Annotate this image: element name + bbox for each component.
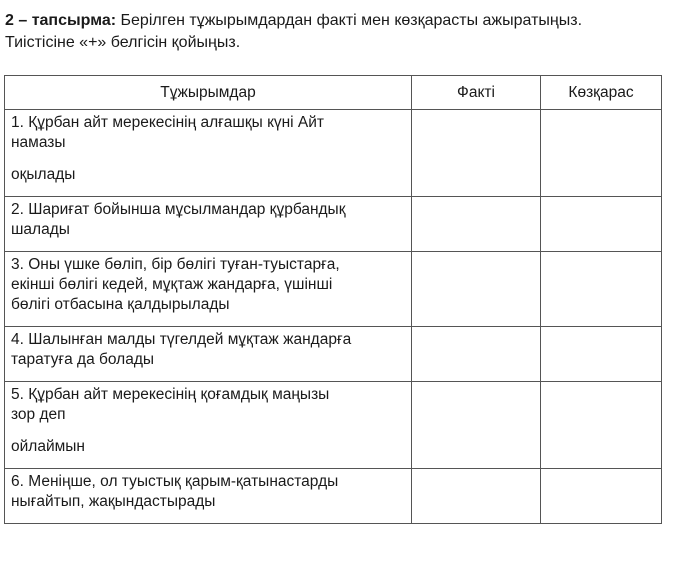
statement-text: намазы [11,134,66,151]
header-fact: Факті [412,76,541,110]
fact-answer-cell[interactable] [412,382,541,469]
task-instruction-2: Тиістісіне «+» белгісін қойыңыз. [5,34,241,51]
table-row [5,110,662,197]
statement-cell [5,197,412,252]
table-row [5,327,662,382]
task-line-1 [5,10,675,32]
header-opinion: Көзқарас [541,76,662,110]
statement-text: 5. Құрбан айт мерекесінің қоғамдық маңызы [11,386,330,403]
opinion-answer-cell[interactable] [541,252,662,327]
statement-text: 6. Меніңше, ол туыстық қарым-қатынастарды [11,473,339,490]
statement-text: бөлігі отбасына қалдырылады [11,296,230,313]
statement-text: таратуға да болады [11,351,155,368]
statement-text: шалады [11,221,70,238]
statement-text: 4. Шалынған малды түгелдей мұқтаж жандарға [11,331,352,348]
fact-answer-cell[interactable] [412,110,541,197]
table-row [5,197,662,252]
fact-answer-cell[interactable] [412,469,541,524]
statement-text: оқылады [11,166,76,183]
statements-table-wrapper [4,75,662,524]
opinion-answer-cell[interactable] [541,197,662,252]
line-gap [11,425,405,437]
opinion-answer-cell[interactable] [541,382,662,469]
statement-text: ойлаймын [11,438,85,455]
statement-text: 2. Шариғат бойынша мұсылмандар құрбандық [11,201,346,218]
statement-cell [5,469,412,524]
table-row [5,382,662,469]
opinion-answer-cell[interactable] [541,110,662,197]
opinion-answer-cell[interactable] [541,469,662,524]
statements-table [4,75,662,524]
statement-cell [5,110,412,197]
statement-cell [5,327,412,382]
task-header [5,10,675,54]
line-gap [11,153,405,165]
task-number: 2 – тапсырма: [5,12,117,29]
header-statements: Тұжырымдар [5,76,412,110]
table-row [5,252,662,327]
statement-text: 3. Оны үшке бөліп, бір бөлігі туған-туыстарға, [11,256,340,273]
table-header-row [5,76,662,110]
statement-text: екінші бөлігі кедей, мұқтаж жандарға, үшінші [11,276,333,293]
fact-answer-cell[interactable] [412,252,541,327]
task-instruction-1: Берілген тұжырымдардан факті мен көзқарасты ажыратыңыз. [120,12,583,29]
statement-text: нығайтып, жақындастырады [11,493,216,510]
fact-answer-cell[interactable] [412,327,541,382]
statement-text: зор деп [11,406,66,423]
statement-text: 1. Құрбан айт мерекесінің алғашқы күні Айт [11,114,325,131]
statement-cell [5,382,412,469]
fact-answer-cell[interactable] [412,197,541,252]
table-row [5,469,662,524]
opinion-answer-cell[interactable] [541,327,662,382]
statement-cell [5,252,412,327]
